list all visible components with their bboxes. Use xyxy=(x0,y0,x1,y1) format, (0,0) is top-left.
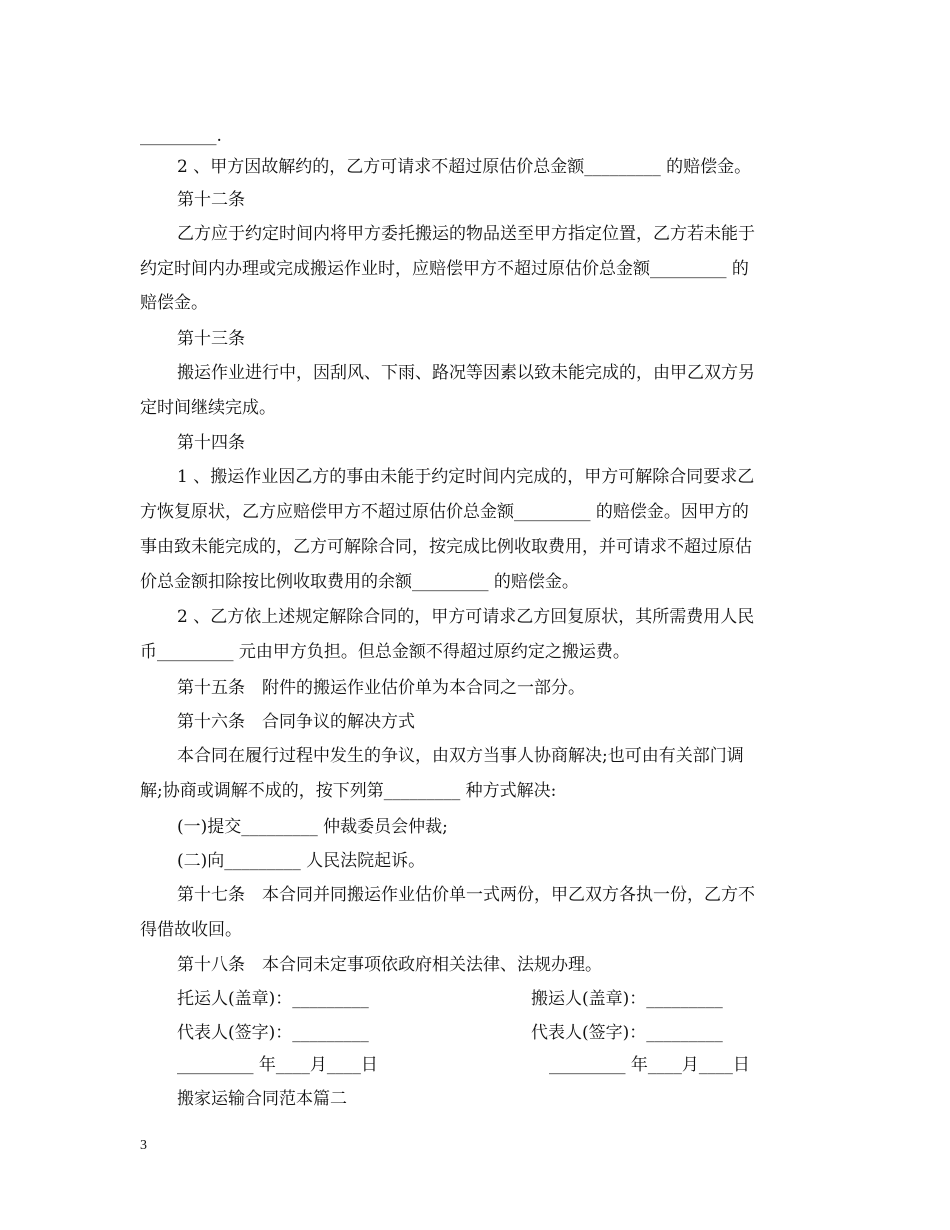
consignor-signature-line: 代表人(签字)：_________ xyxy=(177,1023,369,1043)
text-line: _________. xyxy=(140,126,222,146)
article-heading: 第十三条 xyxy=(177,329,245,349)
text-line: 2 、乙方依上述规定解除合同的，甲方可请求乙方回复原状，其所需费用人民 xyxy=(177,607,755,627)
text-line: 得借故收回。 xyxy=(140,920,242,940)
text-line: 价总金额扣除按比例收取费用的余额_________ 的赔偿金。 xyxy=(140,572,579,592)
text-line: 2 、甲方因故解约的，乙方可请求不超过原估价总金额_________ 的赔偿金。 xyxy=(177,157,752,177)
consignor-seal-line: 托运人(盖章)：_________ xyxy=(177,989,369,1009)
carrier-date-line: _________ 年____月____日 xyxy=(549,1055,750,1075)
text-line: 定时间继续完成。 xyxy=(140,398,276,418)
text-line: 约定时间内办理或完成搬运作业时，应赔偿甲方不超过原估价总金额_________ 的 xyxy=(140,259,749,279)
article-heading: 第十六条 合同争议的解决方式 xyxy=(177,712,415,732)
text-line: 解;协商或调解不成的，按下列第_________ 种方式解决: xyxy=(140,781,557,801)
text-line: 本合同在履行过程中发生的争议，由双方当事人协商解决;也可由有关部门调 xyxy=(177,746,744,766)
consignor-date-line: _________ 年____月____日 xyxy=(177,1055,378,1075)
next-section-heading: 搬家运输合同范本篇二 xyxy=(177,1089,347,1109)
article-heading: 第十八条 本合同未定事项依政府相关法律、法规办理。 xyxy=(177,955,602,975)
text-line: 事由致未能完成的，乙方可解除合同，按完成比例收取费用，并可请求不超过原估 xyxy=(140,537,752,557)
text-line: (二)向_________ 人民法院起诉。 xyxy=(177,851,426,871)
article-heading: 第十五条 附件的搬运作业估价单为本合同之一部分。 xyxy=(177,678,585,698)
carrier-signature-line: 代表人(签字)：_________ xyxy=(531,1023,723,1043)
text-line: 第十七条 本合同并同搬运作业估价单一式两份，甲乙双方各执一份，乙方不 xyxy=(177,885,755,905)
text-line: 1 、搬运作业因乙方的事由未能于约定时间内完成的，甲方可解除合同要求乙 xyxy=(177,467,755,487)
article-heading: 第十二条 xyxy=(177,190,245,210)
text-line: 方恢复原状，乙方应赔偿甲方不超过原估价总金额_________ 的赔偿金。因甲方的 xyxy=(140,502,749,522)
page-number: 3 xyxy=(140,1138,147,1153)
text-line: 币_________ 元由甲方负担。但总金额不得超过原约定之搬运费。 xyxy=(140,642,630,662)
text-line: 乙方应于约定时间内将甲方委托搬运的物品送至甲方指定位置，乙方若未能于 xyxy=(177,224,755,244)
text-line: (一)提交_________ 仲裁委员会仲裁; xyxy=(177,817,448,837)
text-line: 搬运作业进行中，因刮风、下雨、路况等因素以致未能完成的，由甲乙双方另 xyxy=(177,363,755,383)
text-line: 赔偿金。 xyxy=(140,293,208,313)
carrier-seal-line: 搬运人(盖章)：_________ xyxy=(531,989,723,1009)
article-heading: 第十四条 xyxy=(177,433,245,453)
